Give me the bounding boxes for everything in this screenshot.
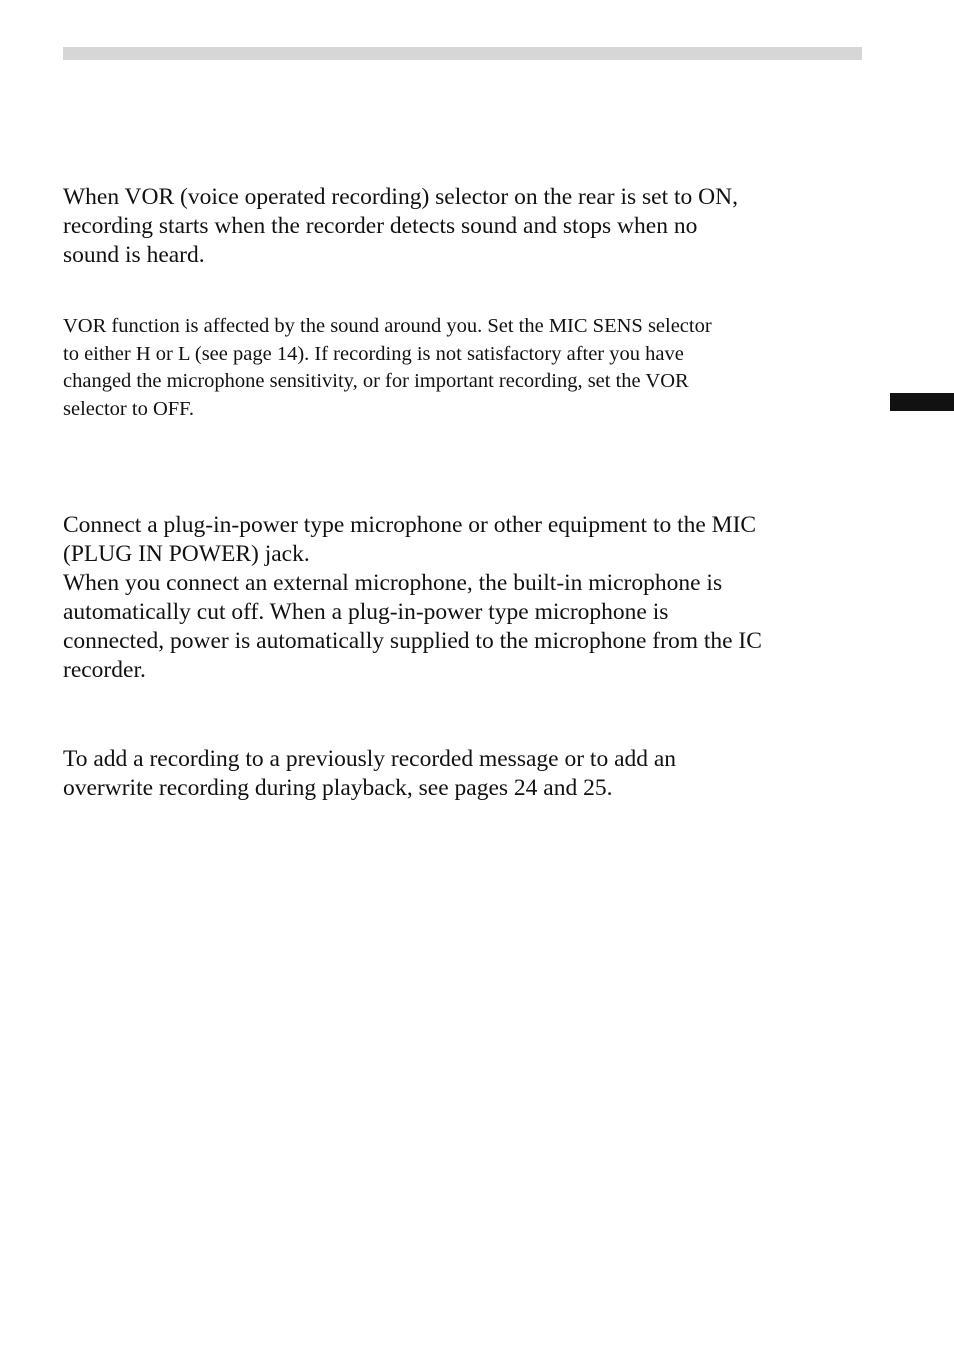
text-line: VOR function is affected by the sound around you. Set the MIC SENS selector (63, 315, 712, 337)
text-line: connected, power is automatically supplied to the microphone from the IC (63, 628, 762, 654)
text-line: To add a recording to a previously recorded message or to add an (63, 746, 677, 772)
text-line: changed the microphone sensitivity, or for important recording, set the VOR (63, 370, 689, 392)
external-mic-paragraph (63, 511, 863, 685)
text-line: selector to OFF. (63, 397, 195, 420)
section-tab-marker (890, 393, 954, 411)
vor-note-paragraph (63, 313, 863, 423)
text-line: sound is heard. (63, 242, 205, 268)
text-line: overwrite recording during playback, see pages 24 and 25. (63, 775, 613, 801)
text-line: (PLUG IN POWER) jack. (63, 541, 310, 567)
text-line: When VOR (voice operated recording) selector on the rear is set to ON, (63, 184, 738, 210)
vor-paragraph (63, 183, 863, 270)
text-line: recorder. (63, 657, 146, 683)
text-line: to either H or L (see page 14). If recording is not satisfactory after you have (63, 342, 684, 365)
header-rule (63, 47, 862, 60)
add-recording-paragraph (63, 745, 863, 803)
text-line: Connect a plug-in-power type microphone or other equipment to the MIC (63, 512, 757, 538)
text-line: When you connect an external microphone, the built-in microphone is (63, 570, 723, 596)
text-line: automatically cut off. When a plug-in-power type microphone is (63, 599, 669, 625)
text-line: recording starts when the recorder detects sound and stops when no (63, 213, 698, 239)
